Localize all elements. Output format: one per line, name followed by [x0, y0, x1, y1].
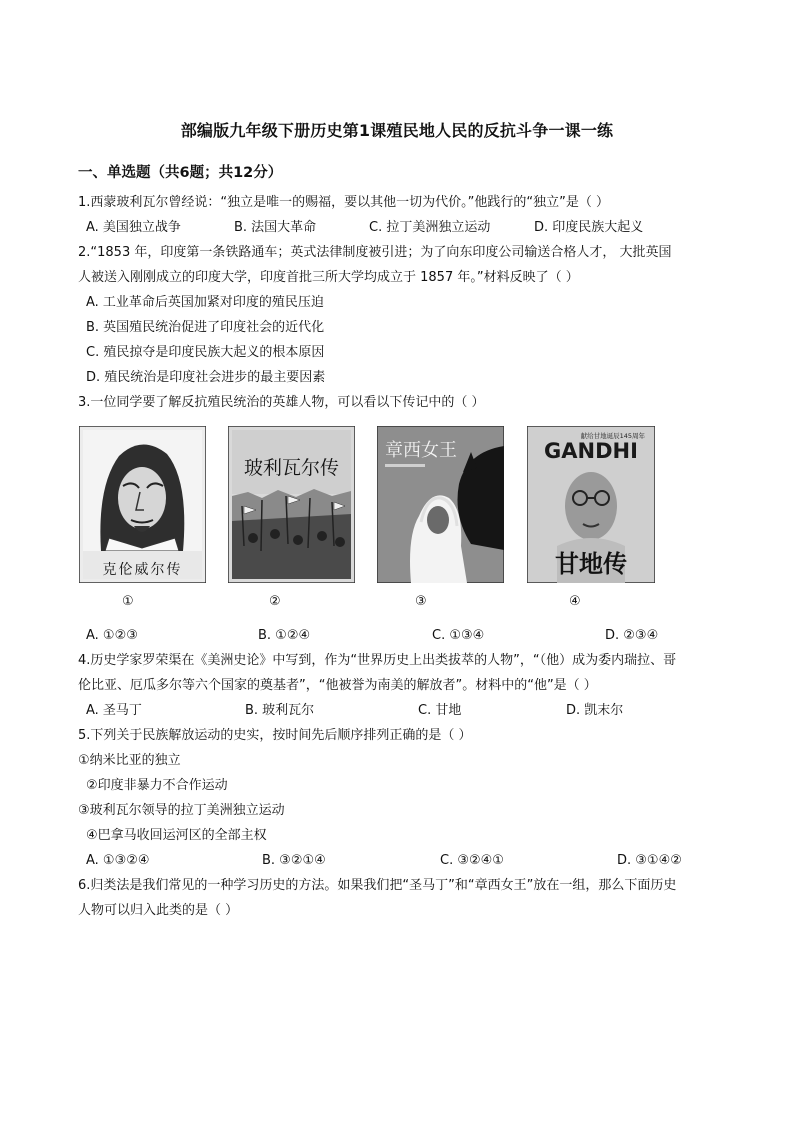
book-cover-gandhi: [527, 426, 655, 583]
cover-3-title: 章西女王: [385, 440, 457, 461]
q5-option-a: A. ①③②④: [86, 853, 150, 868]
question-4-stem-line-1: 4.历史学家罗荣渠在《美洲史论》中写到，作为“世界历史上出类拔萃的人物”，“（他）成为委内瑞拉、哥: [78, 653, 677, 668]
q5-option-c: C. ③②④①: [440, 853, 504, 868]
question-6-stem-line-2: 人物可以归入此类的是（ ）: [78, 903, 239, 918]
q1-option-d: D. 印度民族大起义: [534, 220, 644, 235]
question-6-stem-line-1: 6.归类法是我们常见的一种学习历史的方法。如果我们把“圣马丁”和“章西女王”放在一组，那么下面历史: [78, 878, 677, 893]
book-cover-cromwell: [79, 426, 206, 583]
q5-item-4: ④巴拿马收回运河区的全部主权: [86, 828, 267, 843]
portrait-illustration: [79, 426, 206, 583]
gandhi-portrait-illustration: [527, 426, 655, 583]
book-cover-bolivar: [228, 426, 355, 583]
q5-item-3: ③玻利瓦尔领导的拉丁美洲独立运动: [78, 803, 285, 818]
cover-1-title: 克伦威尔传: [102, 562, 183, 578]
cover-number-4: ④: [569, 594, 581, 609]
battle-illustration: [228, 426, 355, 583]
cover-number-1: ①: [122, 594, 134, 609]
cover-4-title-bottom: 甘地传: [555, 550, 627, 578]
q4-option-b: B. 玻利瓦尔: [245, 703, 315, 718]
q2-option-a: A. 工业革命后英国加紧对印度的殖民压迫: [86, 295, 324, 310]
q5-option-d: D. ③①④②: [617, 853, 682, 868]
q5-option-b: B. ③②①④: [262, 853, 326, 868]
question-1-stem: 1.西蒙玻利瓦尔曾经说：“独立是唯一的赐福，要以其他一切为代价。”他践行的“独立”是（ ）: [78, 195, 609, 210]
q3-option-a: A. ①②③: [86, 628, 138, 643]
q3-option-b: B. ①②④: [258, 628, 311, 643]
rani-horse-illustration: [377, 426, 504, 583]
q1-option-b: B. 法国大革命: [234, 220, 317, 235]
cover-4-title-top: GANDHI: [544, 439, 638, 463]
section-heading: 一、单选题（共6题；共12分）: [78, 165, 283, 181]
question-2-stem-line-1: 2.“1853 年，印度第一条铁路通车；英式法律制度被引进；为了向东印度公司输送合格人才， 大批英国: [78, 245, 672, 260]
cover-4-banner: 献给甘地诞辰145周年: [580, 432, 645, 440]
q4-option-a: A. 圣马丁: [86, 703, 142, 718]
q1-option-a: A. 美国独立战争: [86, 220, 181, 235]
q1-option-c: C. 拉丁美洲独立运动: [369, 220, 491, 235]
q2-option-b: B. 英国殖民统治促进了印度社会的近代化: [86, 320, 325, 335]
q5-item-2: ②印度非暴力不合作运动: [86, 778, 228, 793]
q2-option-c: C. 殖民掠夺是印度民族大起义的根本原因: [86, 345, 325, 360]
page-title: 部编版九年级下册历史第1课殖民地人民的反抗斗争一课一练: [180, 121, 614, 140]
cover-number-3: ③: [415, 594, 427, 609]
q4-option-d: D. 凯末尔: [566, 703, 624, 718]
question-4-stem-line-2: 伦比亚、厄瓜多尔等六个国家的奠基者”，“他被誉为南美的解放者”。材料中的“他”是（ ）: [78, 678, 597, 693]
q2-option-d: D. 殖民统治是印度社会进步的最主要因素: [86, 370, 326, 385]
question-2-stem-line-2: 人被送入刚刚成立的印度大学，印度首批三所大学均成立于 1857 年。”材料反映了（ ）: [78, 270, 579, 285]
cover-2-title: 玻利瓦尔传: [243, 457, 340, 479]
q3-option-d: D. ②③④: [605, 628, 659, 643]
q5-item-1: ①纳米比亚的独立: [78, 753, 181, 768]
book-cover-rani-of-jhansi: [377, 426, 504, 583]
question-3-stem: 3.一位同学要了解反抗殖民统治的英雄人物，可以看以下传记中的（ ）: [78, 395, 485, 410]
q4-option-c: C. 甘地: [418, 703, 462, 718]
question-5-stem: 5.下列关于民族解放运动的史实，按时间先后顺序排列正确的是（ ）: [78, 728, 472, 743]
q3-option-c: C. ①③④: [432, 628, 485, 643]
cover-number-2: ②: [269, 594, 281, 609]
